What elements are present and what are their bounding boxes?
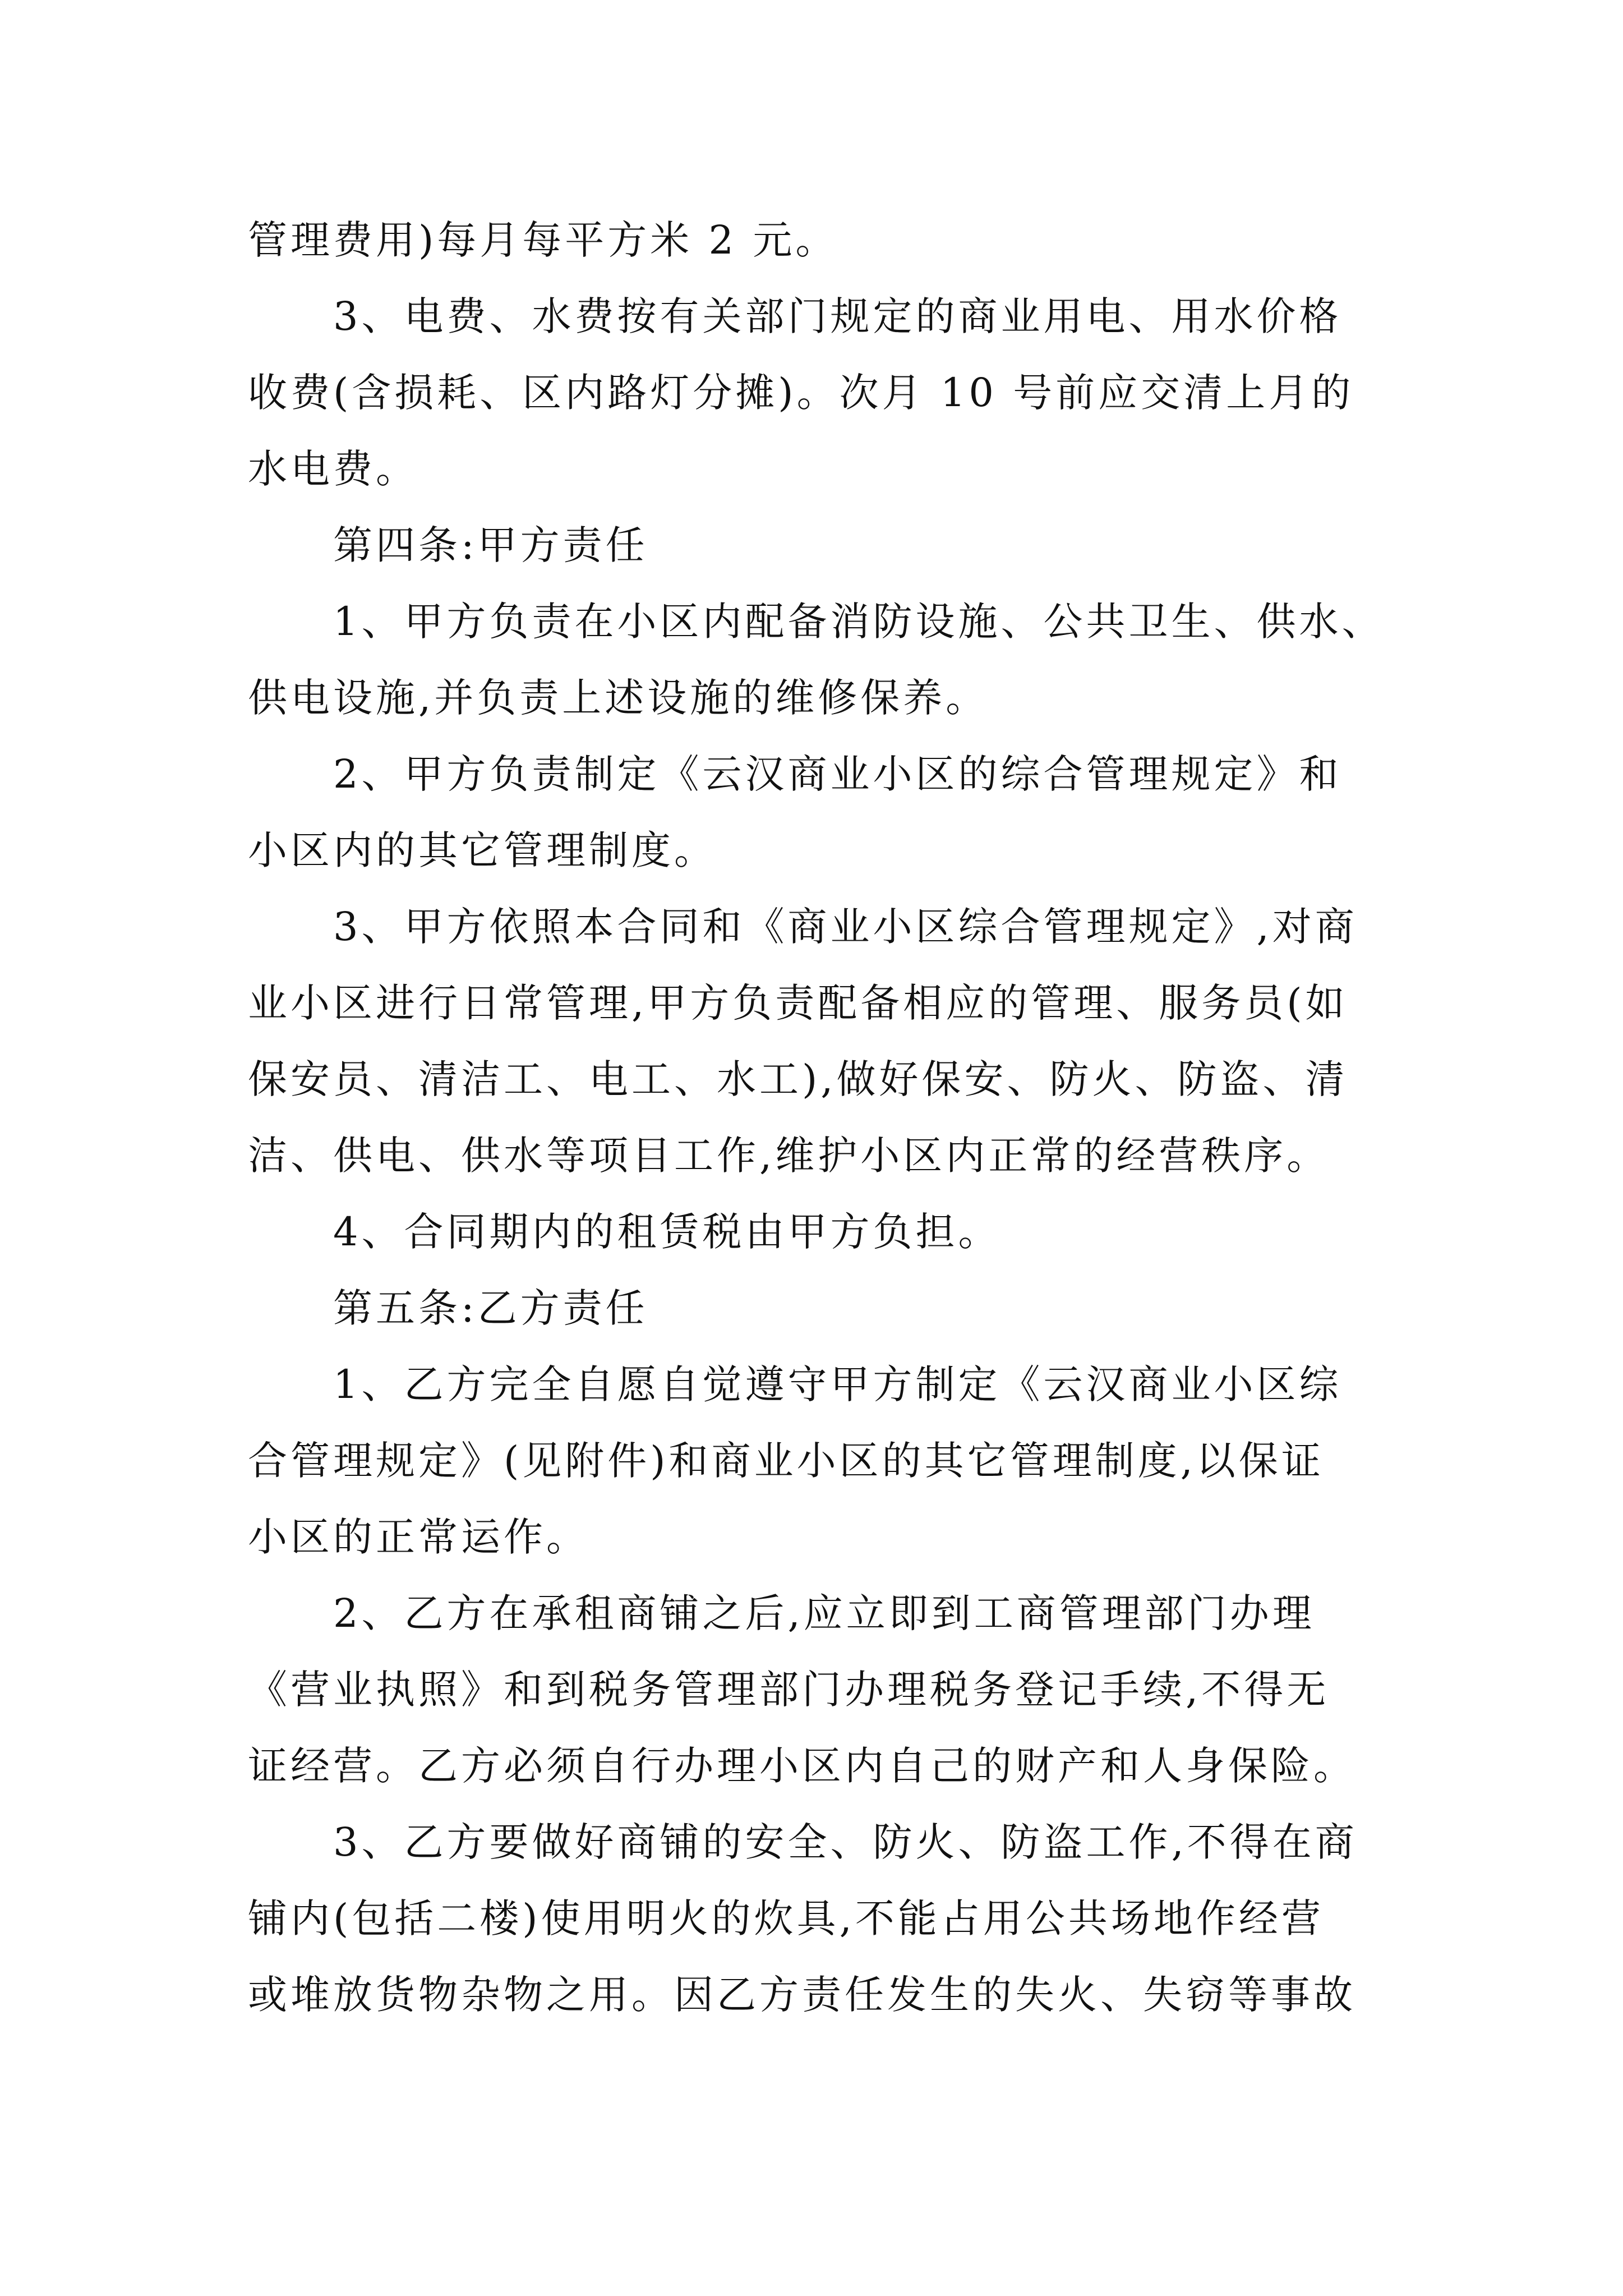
text-line: 《营业执照》和到税务管理部门办理税务登记手续,不得无 xyxy=(248,1667,1330,1713)
paragraph xyxy=(248,736,1381,889)
section-heading xyxy=(248,507,1381,583)
text-line: 1、乙方完全自愿自觉遵守甲方制定《云汉商业小区综 xyxy=(333,1361,1342,1407)
text-line: 2、乙方在承租商铺之后,应立即到工商管理部门办理 xyxy=(333,1590,1315,1636)
paragraph xyxy=(248,1194,1381,1270)
text-line: 水电费。 xyxy=(248,446,418,492)
paragraph xyxy=(248,1804,1381,2033)
paragraph xyxy=(248,889,1381,1194)
text-line: 2、甲方负责制定《云汉商业小区的综合管理规定》和 xyxy=(333,751,1342,797)
text-line: 收费(含损耗、区内路灯分摊)。次月 10 号前应交清上月的 xyxy=(248,370,1354,416)
paragraph xyxy=(248,278,1381,507)
text-line: 3、乙方要做好商铺的安全、防火、防盗工作,不得在商 xyxy=(333,1819,1358,1865)
text-line: 洁、供电、供水等项目工作,维护小区内正常的经营秩序。 xyxy=(248,1133,1330,1179)
text-line: 第五条:乙方责任 xyxy=(333,1285,648,1331)
text-line: 4、合同期内的租赁税由甲方负担。 xyxy=(333,1209,1001,1255)
text-line: 第四条:甲方责任 xyxy=(333,522,648,568)
document-body xyxy=(248,202,1385,2033)
text-line: 合管理规定》(见附件)和商业小区的其它管理制度,以保证 xyxy=(248,1438,1324,1484)
text-line: 铺内(包括二楼)使用明火的炊具,不能占用公共场地作经营 xyxy=(248,1895,1324,1941)
text-line: 小区的正常运作。 xyxy=(248,1514,589,1560)
text-line: 供电设施,并负责上述设施的维修保养。 xyxy=(248,675,989,721)
paragraph xyxy=(248,1575,1381,1804)
paragraph xyxy=(248,202,1381,278)
text-line: 3、甲方依照本合同和《商业小区综合管理规定》,对商 xyxy=(333,904,1358,950)
paragraph xyxy=(248,583,1385,736)
text-line: 3、电费、水费按有关部门规定的商业用电、用水价格 xyxy=(333,293,1342,339)
section-heading xyxy=(248,1270,1381,1346)
text-line: 业小区进行日常管理,甲方负责配备相应的管理、服务员(如 xyxy=(248,980,1348,1026)
text-line: 证经营。乙方必须自行办理小区内自己的财产和人身保险。 xyxy=(248,1743,1356,1789)
text-line: 小区内的其它管理制度。 xyxy=(248,827,717,873)
text-line: 或堆放货物杂物之用。因乙方责任发生的失火、失窃等事故 xyxy=(248,1972,1356,2018)
text-line: 管理费用)每月每平方米 2 元。 xyxy=(248,217,838,263)
text-line: 保安员、清洁工、电工、水工),做好保安、防火、防盗、清 xyxy=(248,1056,1348,1102)
text-line: 1、甲方负责在小区内配备消防设施、公共卫生、供水、 xyxy=(333,599,1385,645)
paragraph xyxy=(248,1346,1381,1575)
